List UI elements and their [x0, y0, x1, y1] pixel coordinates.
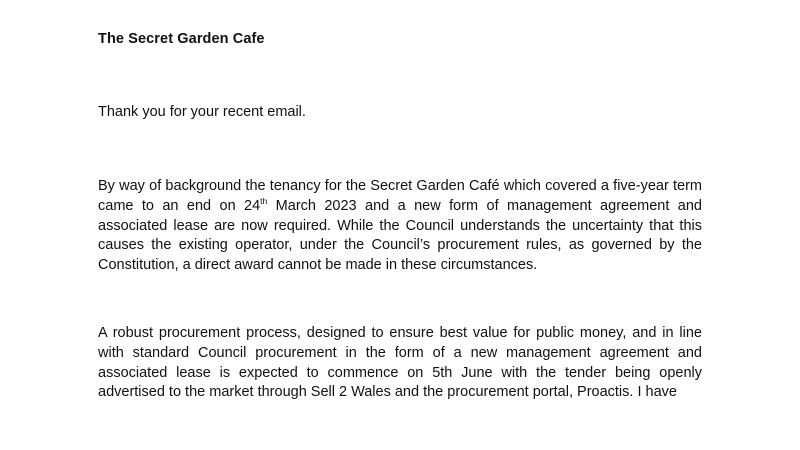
- background-paragraph-text-end: March 2023 and a new form of management agreement and associated lease are now required. While the Council understands the uncertainty that this causes the existing operator, under the Council’s procurement rules, as governed by the Constitution, a direct award cannot be made in these circumstances.: [98, 197, 702, 274]
- background-paragraph-text-start: By way of background the tenancy for the Secret Garden Café which covered a five-year term came to an end on 24: [98, 178, 702, 214]
- ordinal-suffix: th: [260, 195, 268, 206]
- document-title: The Secret Garden Cafe: [98, 31, 265, 47]
- procurement-paragraph: A robust procurement process, designed to ensure best value for public money, and in line with standard Council procurement in the form of a new management agreement and associated lease is expected to commence on 5th June with the tender being openly advertised to the market through Sell 2 Wales and the procurement portal, Proactis. I have: [98, 325, 702, 401]
- greeting-paragraph: Thank you for your recent email.: [98, 104, 306, 120]
- background-paragraph: [98, 177, 702, 276]
